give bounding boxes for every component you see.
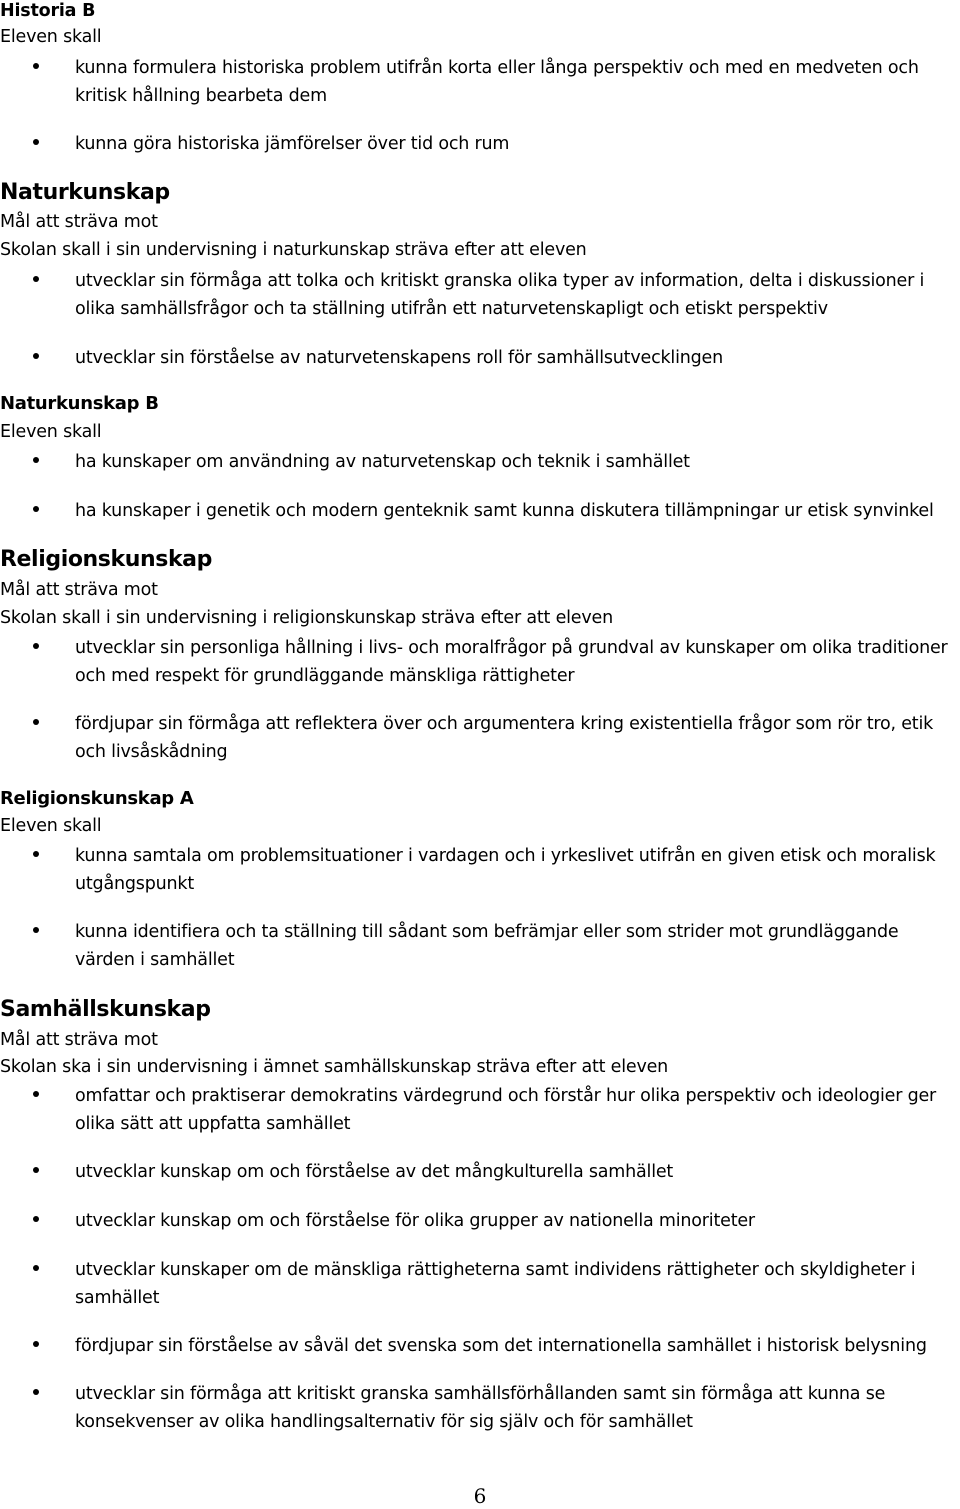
bullet-icon <box>33 139 39 145</box>
bullet-icon <box>33 457 39 463</box>
list-item-text: ha kunskaper i genetik och modern genteknik samt kunna diskutera tillämpningar ur etisk synvinkel <box>75 501 934 521</box>
section-intro-naturkunskap: Skolan skall i sin undervisning i naturkunskap sträva efter att eleven <box>0 240 587 260</box>
bullet-icon <box>33 1389 39 1395</box>
list-item-text: kunna identifiera och ta ställning till sådant som befrämjar eller som strider mot grundläggande värden i samhället <box>75 922 899 970</box>
list-item-text: utvecklar kunskap om och förståelse för olika grupper av nationella minoriteter <box>75 1211 755 1231</box>
bullet-icon <box>33 1216 39 1222</box>
section-goal-naturkunskap: Mål att sträva mot <box>0 212 158 232</box>
section-intro-samhallskunskap: Skolan ska i sin undervisning i ämnet samhällskunskap sträva efter att eleven <box>0 1057 669 1077</box>
bullet-icon <box>33 719 39 725</box>
list-item-text: kunna formulera historiska problem utifrån korta eller långa perspektiv och med en medveten och kritisk hållning bearbeta dem <box>75 58 919 106</box>
bullet-icon <box>33 643 39 649</box>
list-item-text: kunna samtala om problemsituationer i vardagen och i yrkeslivet utifrån en given etisk och moralisk utgångspunkt <box>75 846 936 894</box>
section-subtitle-religionskunskap-a: Eleven skall <box>0 816 102 836</box>
bullet-icon <box>33 1341 39 1347</box>
section-title-religionskunskap: Religionskunskap <box>0 547 212 572</box>
bullet-icon <box>33 1167 39 1173</box>
list-item-text: utvecklar sin förmåga att tolka och kritiskt granska olika typer av information, delta i diskussioner i olika samhällsfrågor och ta ställning utifrån ett naturvetenskapligt och etiskt perspektiv <box>75 271 925 319</box>
bullet-icon <box>33 276 39 282</box>
list-item-text: utvecklar sin förståelse av naturvetenskapens roll för samhällsutvecklingen <box>75 348 724 368</box>
section-title-samhallskunskap: Samhällskunskap <box>0 997 211 1022</box>
section-intro-religionskunskap: Skolan skall i sin undervisning i religionskunskap sträva efter att eleven <box>0 608 613 628</box>
list-item-text: utvecklar kunskap om och förståelse av det mångkulturella samhället <box>75 1162 674 1182</box>
section-title-naturkunskap-b: Naturkunskap B <box>0 393 159 414</box>
list-item-text: fördjupar sin förståelse av såväl det svenska som det internationella samhället i historisk belysning <box>75 1336 927 1356</box>
list-item-text: ha kunskaper om användning av naturvetenskap och teknik i samhället <box>75 452 690 472</box>
list-item-text: utvecklar kunskaper om de mänskliga rättigheterna samt individens rättigheter och skyldigheter i samhället <box>75 1260 916 1308</box>
section-title-naturkunskap: Naturkunskap <box>0 180 170 205</box>
section-title-religionskunskap-a: Religionskunskap A <box>0 788 194 809</box>
bullet-icon <box>33 1091 39 1097</box>
list-item-text: utvecklar sin förmåga att kritiskt granska samhällsförhållanden samt sin förmåga att kunna se konsekvenser av olika handlingsalternativ för sig själv och för samhället <box>75 1384 886 1432</box>
page-number: 6 <box>473 1484 487 1508</box>
section-subtitle-naturkunskap-b: Eleven skall <box>0 422 102 442</box>
list-item-text: kunna göra historiska jämförelser över tid och rum <box>75 134 510 154</box>
bullet-icon <box>33 63 39 69</box>
bullet-icon <box>33 927 39 933</box>
section-goal-religionskunskap: Mål att sträva mot <box>0 580 158 600</box>
list-item-text: utvecklar sin personliga hållning i livs- och moralfrågor på grundval av kunskaper om olika traditioner och med respekt för grundläggande mänskliga rättigheter <box>75 638 948 686</box>
bullet-icon <box>33 851 39 857</box>
bullet-icon <box>33 506 39 512</box>
bullet-icon <box>33 353 39 359</box>
section-goal-samhallskunskap: Mål att sträva mot <box>0 1030 158 1050</box>
section-title-historia-b: Historia B <box>0 1 96 21</box>
list-item-text: fördjupar sin förmåga att reflektera över och argumentera kring existentiella frågor som rör tro, etik och livsåskådning <box>75 714 934 762</box>
list-item-text: omfattar och praktiserar demokratins värdegrund och förstår hur olika perspektiv och ideologier ger olika sätt att uppfatta samhället <box>75 1086 937 1134</box>
bullet-icon <box>33 1265 39 1271</box>
section-subtitle-historia-b: Eleven skall <box>0 27 102 47</box>
